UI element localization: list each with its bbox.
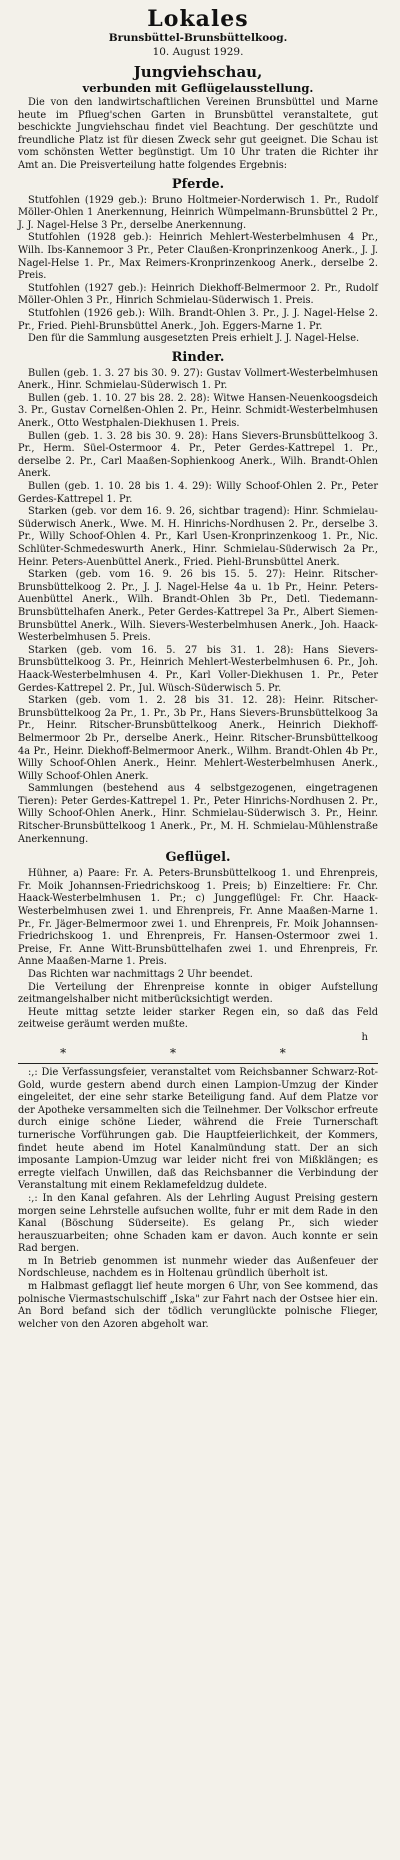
section-heading-gefluegel: Geflügel.: [165, 850, 231, 866]
news-item: m In Betrieb genommen ist nunmehr wieder das Außenfeuer der Nordschleuse, nachdem es in Holtenau gründlich überholt ist.: [18, 1255, 378, 1280]
paragraph: Den für die Sammlung ausgesetzten Preis erhielt J. J. Nagel-Helse.: [28, 333, 360, 345]
paragraph: Stutfohlen (1928 geb.): Heinrich Mehlert-Westerbelmhusen 4 Pr., Wilh. Ibs-Kannemoor 3 Pr., Peter Claußen-Kronprinzenkoog Anerk., J. J. Nagel-Helse 1. Pr., Max Reimers-Kronprinzenkoog Anerk., derselbe 2. Preis.: [18, 232, 378, 282]
paragraph: Bullen (geb. 1. 3. 28 bis 30. 9. 28): Hans Sievers-Brunsbüttelkoog 3. Pr., Herm. Süel-Ostermoor 4. Pr., Peter Gerdes-Kattrepel 1. Pr., derselbe 2. Pr., Carl Maaßen-Sophienkoog Anerk., Wilh. Brandt-Ohlen Anerk.: [18, 430, 378, 480]
section-heading-pferde: Pferde.: [171, 176, 225, 192]
paragraph: Starken (geb. vom 16. 5. 27 bis 31. 1. 28): Hans Sievers-Brunsbüttelkoog 3. Pr., Heinrich Mehlert-Westerbelmhusen 6. Pr., Joh. Haack-Westerbelmhusen 4. Pr., Karl Voller-Diekhusen 1. Pr., Peter Gerdes-Kattrepel 2. Pr., Jul. Wüsch-Süderwisch 5. Pr.: [18, 644, 378, 694]
news-item: :,: In den Kanal gefahren. Als der Lehrling August Preising gestern morgen seine Lehrstelle aufsuchen wollte, fuhr er mit dem Rade in den Kanal (Böschung Süderseite). Es gelang Pr., sich wieder herauszuarbeiten; ohne Schaden kam er davon. Auch konnte er sein Rad bergen.: [18, 1192, 378, 1255]
article-headline: Jungviehschau,: [133, 63, 263, 81]
paragraph: Bullen (geb. 1. 3. 27 bis 30. 9. 27): Gustav Vollmert-Westerbelmhusen Anerk., Hinr. Schmielau-Süderwisch 1. Pr.: [18, 367, 378, 392]
paragraph: Bullen (geb. 1. 10. 27 bis 28. 2. 28): Witwe Hansen-Neuenkoogsdeich 3. Pr., Gustav Cornelßen-Ohlen 2. Pr., Heinr. Schmidt-Westerbelmhusen Anerk., Otto Westphalen-Diekhusen 1. Preis.: [18, 392, 378, 430]
news-item: m Halbmast geflaggt lief heute morgen 6 Uhr, von See kommend, das polnische Viermastschulschiff „Iska" zur Fahrt nach der Ostsee hier ein. An Bord befand sich der tödlich verunglückte polnische Flieger, welcher von den Azoren abgeholt war.: [18, 1281, 378, 1330]
divider: [18, 1063, 378, 1064]
paragraph: Starken (geb. vom 16. 9. 26 bis 15. 5. 27): Heinr. Ritscher-Brunsbüttelkoog 2. Pr., J. J. Nagel-Helse 4a u. 1b Pr., Heinr. Peters-Auenbüttel Anerk., Wilh. Brandt-Ohlen 3b Pr., Detl. Tiedemann-Brunsbüttelhafen Anerk., Peter Gerdes-Kattrepel 3a Pr., Albert Siemen-Brunsbüttel Anerk., Wilh. Sievers-Westerbelmhusen Anerk., Joh. Haack-Westerbelmhusen 5. Preis.: [18, 569, 378, 644]
paragraph: Starken (geb. vor dem 16. 9. 26, sichtbar tragend): Hinr. Schmielau-Süderwisch Anerk., Wwe. M. H. Hinrichs-Nordhusen 2. Pr., derselbe 3. Pr., Willy Schoof-Ohlen 4. Pr., Karl Usen-Kronprinzenkoog 1. Pr., Nic. Schlüter-Schmedeswurth Anerk., Hinr. Schmielau-Süderwisch 2a Pr., Heinr. Peters-Auenbüttel Anerk., Fried. Piehl-Brunsbüttel Anerk.: [18, 506, 378, 568]
paragraph: Heute mittag setzte leider starker Regen ein, so daß das Feld zeitweise geräumt werden mußte.: [18, 1006, 378, 1031]
masthead: [18, 6, 378, 59]
section-subtitle: Brunsbüttel-Brunsbüttelkoog.: [108, 32, 288, 44]
paragraph: Stutfohlen (1927 geb.): Heinrich Diekhoff-Belmermoor 2. Pr., Rudolf Möller-Ohlen 3 Pr., Hinrich Schmielau-Süderwisch 1. Preis.: [18, 282, 378, 307]
issue-date: 10. August 1929.: [152, 46, 244, 58]
paragraph: Stutfohlen (1926 geb.): Wilh. Brandt-Ohlen 3. Pr., J. J. Nagel-Helse 2. Pr., Fried. Piehl-Brunsbüttel Anerk., Joh. Eggers-Marne 1. Pr.: [18, 307, 378, 332]
paragraph: Starken (geb. vom 1. 2. 28 bis 31. 12. 28): Heinr. Ritscher-Brunsbüttelkoog 2a Pr., 1. Pr., 3b Pr., Hans Sievers-Brunsbüttelkoog 3a Pr., Heinr. Ritscher-Brunsbüttelkoog Anerk., Heinrich Diekhoff-Belmermoor 2b Pr., derselbe Anerk., Heinr. Ritscher-Brunsbüttelkoog 4a Pr., Heinr. Diekhoff-Belmermoor Anerk., Wilhm. Brandt-Ohlen 4b Pr., Willy Schoof-Ohlen Anerk., Heinr. Mehlert-Westerbelmhusen Anerk., Willy Schoof-Ohlen Anerk.: [18, 695, 378, 782]
paragraph: Die Verteilung der Ehrenpreise konnte in obiger Aufstellung zeitmangelshalber nicht mitberücksichtigt werden.: [18, 981, 378, 1006]
paragraph: Sammlungen (bestehend aus 4 selbstgezogenen, eingetragenen Tieren): Peter Gerdes-Kattrepel 1. Pr., Peter Hinrichs-Nordhusen 2. Pr., Willy Schoof-Ohlen Anerk., Hinr. Schmielau-Süderwisch 3. Pr., Heinr. Ritscher-Brunsbüttelkoog 1 Anerk., Pr., M. H. Schmielau-Mühlenstraße Anerkennung.: [18, 783, 378, 845]
section-title: Lokales: [147, 6, 249, 32]
section-heading-rinder: Rinder.: [171, 349, 225, 365]
news-item: :,: Die Verfassungsfeier, veranstaltet vom Reichsbanner Schwarz-Rot-Gold, wurde gestern abend durch einen Lampion-Umzug der Kinder eingeleitet, der eine sehr starke Beteiligung fand. Auf dem Platze vor der Apotheke versammelten sich die Teilnehmer. Der Volkschor erfreute durch einige schöne Lieder, während die Freie Turnerschaft turnerische Vorführungen gab. Die Hauptfeierlichkeit, der Kommers, findet heute abend im Hotel Kanalmündung statt. Der an sich imposante Lampion-Umzug war leider nicht frei von Mißklängen; es erregte vielfach Unwillen, daß das Reichsbanner die Verbindung der Veranstaltung mit einem Reklamefeldzug duldete.: [18, 1066, 378, 1192]
paragraph: Das Richten war nachmittags 2 Uhr beendet.: [28, 969, 253, 980]
paragraph: Stutfohlen (1929 geb.): Bruno Holtmeier-Norderwisch 1. Pr., Rudolf Möller-Ohlen 1 Anerkennung, Heinrich Wümpelmann-Brunsbüttel 2 Pr., J. J. Nagel-Helse 3 Pr., derselbe Anerkennung.: [18, 194, 378, 231]
author-mark: h: [361, 1031, 368, 1043]
article-intro: Die von den landwirtschaftlichen Vereinen Brunsbüttel und Marne heute im Pflueg'schen Garten in Brunsbüttel veranstaltete, gut beschickte Jungviehschau findet viel Beachtung. Der geschützte und freundliche Platz ist für diesen Zweck sehr gut geeignet. Die Schau ist vom schönsten Wetter begünstigt. Um 10 Uhr traten die Richter ihr Amt an. Die Preisverteilung hatte folgendes Ergebnis:: [18, 97, 378, 171]
paragraph: Hühner, a) Paare: Fr. A. Peters-Brunsbüttelkoog 1. und Ehrenpreis, Fr. Moik Johannsen-Friedrichskoog 1. Preis; b) Einzeltiere: Fr. Chr. Haack-Westerbelmhusen 1. Pr.; c) Junggeflügel: Fr. Chr. Haack-Westerbelmhusen zwei 1. und Ehrenpreis, Fr. Anne Maaßen-Marne 1. Pr., Fr. Jäger-Belmermoor zwei 1. und Ehrenpreis, Fr. Moik Johannsen-Friedrichskoog 1. und Ehrenpreis, Fr. Hansen-Ostermoor zwei 1. Preise, Fr. Anne Witt-Brunsbüttelhafen zwei 1. und Ehrenpreis, Fr. Anne Maaßen-Marne 1. Preis.: [18, 868, 378, 968]
article-subheadline: verbunden mit Geflügelausstellung.: [82, 81, 314, 95]
section-divider-stars: * * *: [60, 1045, 336, 1060]
paragraph: Bullen (geb. 1. 10. 28 bis 1. 4. 29): Willy Schoof-Ohlen 2. Pr., Peter Gerdes-Kattrepel 1. Pr.: [18, 481, 378, 505]
